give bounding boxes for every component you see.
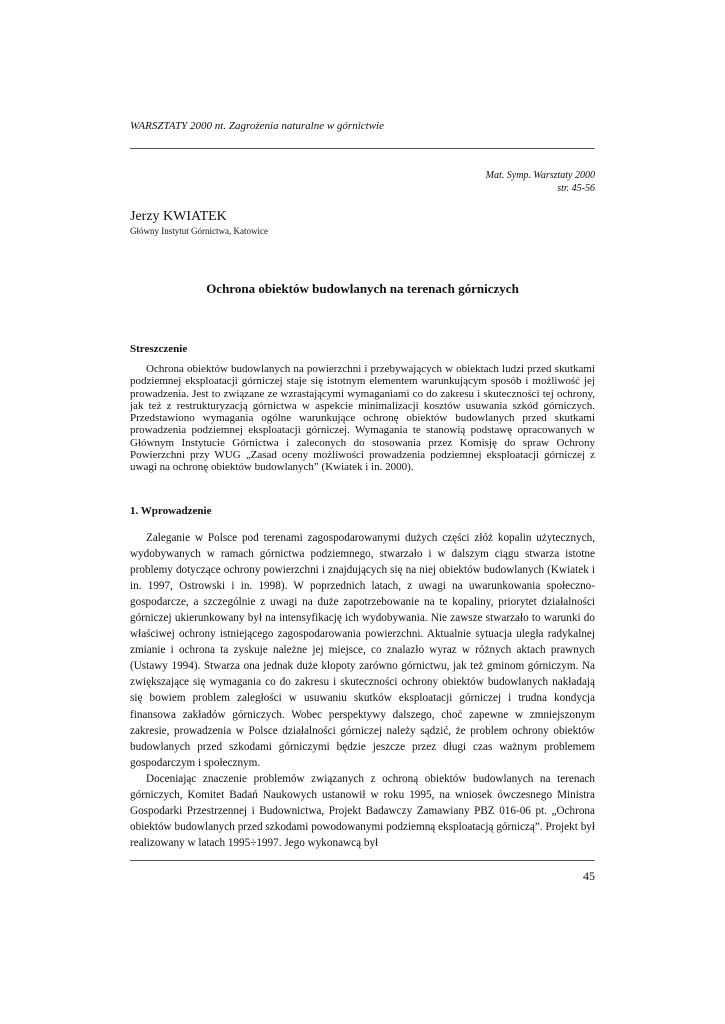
paper-title: Ochrona obiektów budowlanych na terenach górniczych bbox=[206, 281, 519, 296]
symposium-reference bbox=[486, 169, 595, 195]
running-head: WARSZTATY 2000 nt. Zagrożenia naturalne w górnictwie bbox=[130, 120, 384, 132]
abstract-heading: Streszczenie bbox=[130, 343, 188, 355]
header-rule bbox=[130, 148, 595, 149]
symposium-line-2: str. 45-56 bbox=[557, 183, 595, 194]
page-number: 45 bbox=[583, 869, 595, 883]
abstract-text: Ochrona obiektów budowlanych na powierzchni i przebywających w obiektach ludzi przed skutkami podziemnej eksploatacji górniczej staje się istotnym elementem warunkującym sposób i możliwość jej prowadzenia. Jest to związane ze wzrastającymi wymaganiami co do zakresu i skuteczności tej ochrony, jak też z restrukturyzacją górnictwa w aspekcie minimalizacji kosztów usuwania szkód górniczych. Przedstawiono wymagania ogólne warunkujące ochronę obiektów budowlanych przed skutkami prowadzenia podziemnej eksploatacji górniczej. Wymagania te stanowią podstawę opracowanych w Głównym Instytucie Górnictwa i zaleconych do stosowania przez Komisję do spraw Ochrony Powierzchni przy WUG „Zasad oceny możliwości prowadzenia podziemnej eksploatacji górniczej z uwagi na ochronę obiektów budowlanych” (Kwiatek i in. 2000). bbox=[130, 363, 595, 474]
body-paragraph-2: Doceniając znaczenie problemów związanych z ochroną obiektów budowlanych na terenach górniczych, Komitet Badań Naukowych ustanowił w roku 1995, na wniosek ówczesnego Ministra Gospodarki Przestrzennej i Budownictwa, Projekt Badawczy Zamawiany PBZ 016-06 pt. „Ochrona obiektów budowlanych przed szkodami powodowanymi podziemną eksploatacją górniczą”. Projekt był realizowany w latach 1995÷1997. Jego wykonawcą był bbox=[130, 772, 595, 849]
section-body bbox=[130, 530, 595, 851]
author-name: Jerzy KWIATEK bbox=[130, 209, 227, 224]
body-paragraph-1: Zaleganie w Polsce pod terenami zagospodarowanymi dużych części złóż kopalin użytecznych, wydobywanych w ramach górnictwa podziemnego, stwarzało i w dalszym ciągu stwarza istotne problemy dotyczące ochrony powierzchni i znajdujących się na niej obiektów budowlanych (Kwiatek i in. 1997, Ostrowski i in. 1998). W poprzednich latach, z uwagi na uwarunkowania społeczno-gospodarcze, a szczególnie z uwagi na duże zapotrzebowanie na te kopaliny, priorytet działalności górniczej ukierunkowany był na intensyfikację ich wydobywania. Nie zawsze stwarzało to warunki do właściwej ochrony istniejącego zagospodarowania powierzchni. Aktualnie sytuacja uległa radykalnej zmianie i ochrona ta zyskuje należne jej miejsce, co znalazło wyraz w różnych aktach prawnych (Ustawy 1994). Stwarza ona jednak duże kłopoty zarówno górnictwu, jak też gminom górniczym. Na zwiększające się wymagania co do zakresu i skuteczności ochrony obiektów budowlanych nakładają się bowiem problem zaległości w usuwaniu skutków eksploatacji górniczej i trudna kondycja finansowa zakładów górniczych. Wobec perspektywy dalszego, choć zapewne w zmniejszonym zakresie, prowadzenia w Polsce działalności górniczej należy sądzić, że problem ochrony obiektów budowlanych przed szkodami górniczymi będzie jeszcze przez długi czas ważnym problemem gospodarczym i społecznym. bbox=[130, 532, 595, 769]
section-heading: 1. Wprowadzenie bbox=[130, 505, 212, 517]
footer-rule bbox=[130, 860, 595, 861]
abstract bbox=[130, 363, 595, 474]
symposium-line-1: Mat. Symp. Warsztaty 2000 bbox=[485, 170, 595, 181]
author-affiliation: Główny Instytut Górnictwa, Katowice bbox=[130, 226, 268, 236]
